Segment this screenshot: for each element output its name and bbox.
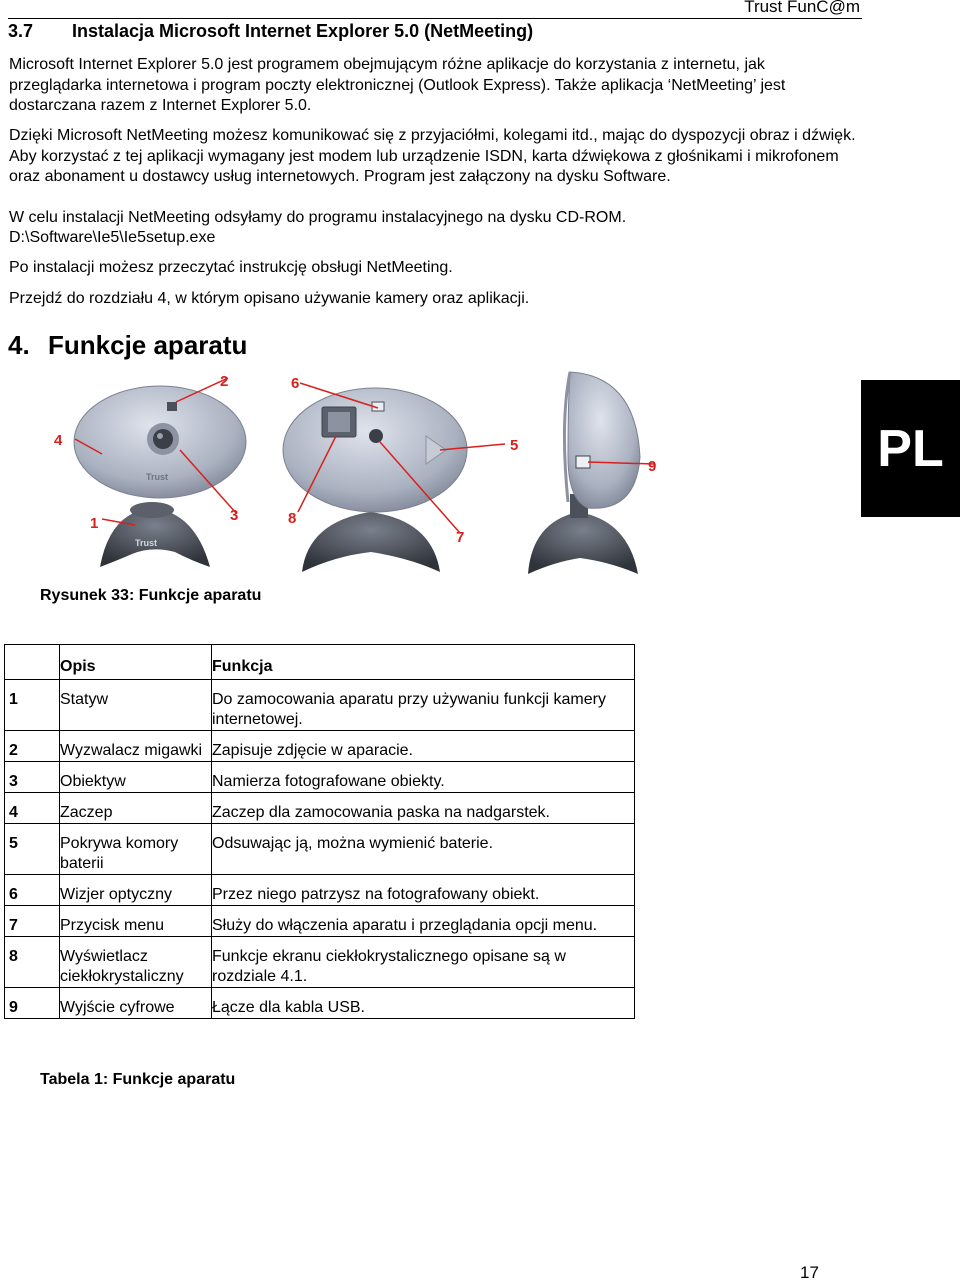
row-funkcja: Łącze dla kabla USB. (212, 988, 635, 1019)
header-rule (8, 18, 862, 19)
functions-table (4, 644, 635, 1019)
table-row (5, 731, 635, 762)
table-row (5, 937, 635, 988)
figure-caption: Rysunek 33: Funkcje aparatu (40, 587, 262, 604)
paragraph-intro: Microsoft Internet Explorer 5.0 jest programem obejmującym różne aplikacje do korzystania z internetu, jak przeglądarka internetowa i program poczty elektronicznej (Outlook Express). Także aplikacja ‘NetMeeting’ jest dostarczana razem z Internet Explorer 5.0. (9, 56, 786, 114)
row-funkcja: Zapisuje zdjęcie w aparacie. (212, 731, 635, 762)
row-opis: Wyzwalacz migawki (60, 731, 212, 762)
paragraph-manual: Po instalacji możesz przeczytać instrukcję obsługi NetMeeting. (9, 259, 453, 276)
paragraph-install: W celu instalacji NetMeeting odsyłamy do programu instalacyjnego na dysku CD-ROM. (9, 209, 627, 226)
row-opis: Zaczep (60, 793, 212, 824)
camera-figure (40, 362, 670, 574)
callout-3: 3 (230, 507, 239, 524)
row-funkcja: Do zamocowania aparatu przy używaniu funkcji kamery internetowej. (212, 680, 635, 731)
row-funkcja: Zaczep dla zamocowania paska na nadgarstek. (212, 793, 635, 824)
stand-side (528, 512, 638, 574)
table-row (5, 762, 635, 793)
callout-8: 8 (288, 510, 297, 527)
stand-back (302, 512, 440, 572)
page-number: 17 (800, 1263, 819, 1282)
callout-1: 1 (90, 515, 99, 532)
stand-brand-front: Trust (135, 538, 158, 548)
row-funkcja: Odsuwając ją, można wymienić baterie. (212, 824, 635, 875)
camera-side-view (528, 372, 640, 574)
callout-6: 6 (291, 375, 300, 392)
row-number: 4 (5, 793, 60, 824)
row-funkcja: Funkcje ekranu ciekłokrystalicznego opisane są w rozdziale 4.1. (212, 937, 635, 988)
row-number: 9 (5, 988, 60, 1019)
row-number: 7 (5, 906, 60, 937)
row-opis: Wizjer optyczny (60, 875, 212, 906)
lens (153, 429, 173, 449)
chapter-title-text: Funkcje aparatu (48, 330, 248, 360)
table-row (5, 906, 635, 937)
table-row (5, 793, 635, 824)
header-funkcja: Funkcja (212, 645, 635, 680)
row-opis: Wyjście cyfrowe (60, 988, 212, 1019)
table-row (5, 875, 635, 906)
row-opis: Obiektyw (60, 762, 212, 793)
table-caption: Tabela 1: Funkcje aparatu (40, 1071, 236, 1088)
usb-port (576, 456, 590, 468)
row-opis: Statyw (60, 680, 212, 731)
viewfinder-window-front (167, 402, 177, 411)
menu-button (369, 429, 383, 443)
row-number: 3 (5, 762, 60, 793)
callout-7: 7 (456, 529, 465, 546)
section-title-text: Instalacja Microsoft Internet Explorer 5.0 (NetMeeting) (72, 21, 534, 41)
chapter-title (8, 330, 247, 361)
header-brand: Trust FunC@m (744, 0, 860, 16)
language-tab: PL (861, 380, 960, 517)
row-opis: Wyświetlacz ciekłokrystaliczny (60, 937, 212, 988)
stand-neck-front (130, 502, 174, 518)
row-funkcja: Służy do włączenia aparatu i przeglądania opcji menu. (212, 906, 635, 937)
row-funkcja: Przez niego patrzysz na fotografowany obiekt. (212, 875, 635, 906)
lens-highlight (157, 433, 163, 439)
row-number: 5 (5, 824, 60, 875)
chapter-number: 4. (8, 330, 30, 360)
row-opis: Przycisk menu (60, 906, 212, 937)
row-number: 6 (5, 875, 60, 906)
row-number: 2 (5, 731, 60, 762)
install-path: D:\Software\Ie5\Ie5setup.exe (9, 229, 216, 246)
section-title (8, 21, 533, 42)
callout-9: 9 (648, 458, 657, 475)
row-number: 1 (5, 680, 60, 731)
header-num-cell (5, 645, 60, 680)
table-row (5, 988, 635, 1019)
body-brand-front: Trust (146, 472, 169, 482)
header-opis: Opis (60, 645, 212, 680)
table-row (5, 680, 635, 731)
paragraph-chapter-ref: Przejdź do rozdziału 4, w którym opisano używanie kamery oraz aplikacji. (9, 290, 530, 307)
row-funkcja: Namierza fotografowane obiekty. (212, 762, 635, 793)
section-number: 3.7 (8, 21, 34, 41)
table-header-row (5, 645, 635, 680)
camera-back-view (283, 388, 467, 572)
callout-2: 2 (220, 373, 229, 390)
lcd-screen (328, 412, 350, 432)
row-opis: Pokrywa komory baterii (60, 824, 212, 875)
row-number: 8 (5, 937, 60, 988)
callout-5: 5 (510, 437, 519, 454)
table-row (5, 824, 635, 875)
camera-front-view (74, 386, 246, 567)
callout-4: 4 (54, 432, 63, 449)
camera-body-side (568, 372, 640, 508)
paragraph-netmeeting: Dzięki Microsoft NetMeeting możesz komunikować się z przyjaciółmi, kolegami itd., mając do dyspozycji obraz i dźwięk. Aby korzystać z tej aplikacji wymagany jest modem lub urządzenie ISDN, karta dźwiękowa z głośnikami i mikrofonem oraz abonament u dostawcy usług internetowych. Program jest załączony na dysku Software. (9, 127, 856, 185)
